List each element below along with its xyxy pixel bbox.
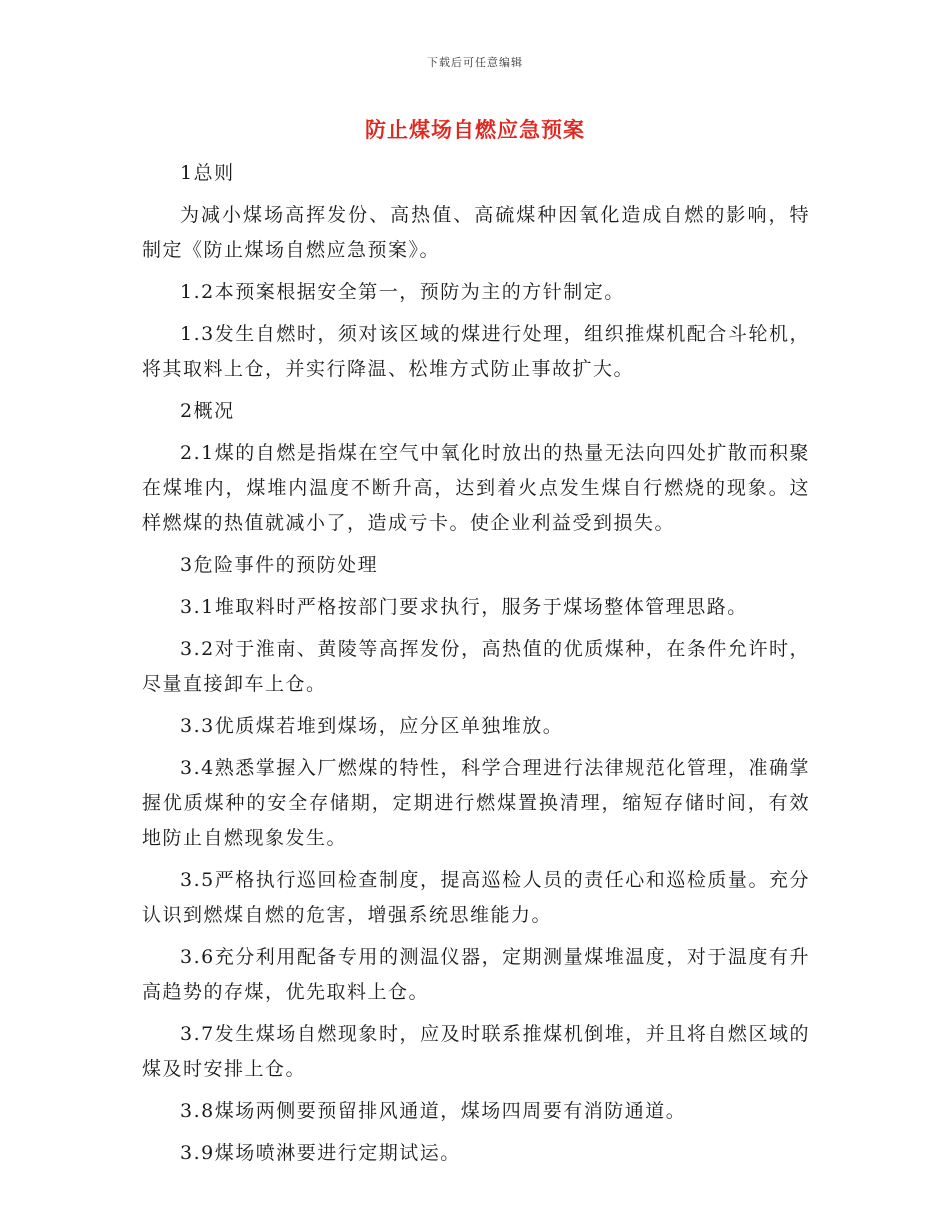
paragraph-3-3: 3.3优质煤若堆到煤场，应分区单独堆放。 bbox=[180, 715, 564, 737]
paragraph-1-3: 1.3发生自燃时，须对该区域的煤进行处理，组织推煤机配合斗轮机，将其取料上仓，并实行降温、松堆方式防止事故扩大。 bbox=[142, 323, 810, 380]
document-title: 防止煤场自燃应急预案 bbox=[365, 118, 585, 142]
paragraph-3-8: 3.8煤场两侧要预留排风通道，煤场四周要有消防通道。 bbox=[180, 1100, 687, 1122]
section-heading-general: 1总则 bbox=[180, 162, 235, 184]
paragraph-purpose: 为减小煤场高挥发份、高热值、高硫煤种因氧化造成自燃的影响，特制定《防止煤场自燃应急预案》。 bbox=[142, 204, 810, 261]
paragraph-3-5: 3.5严格执行巡回检查制度，提高巡检人员的责任心和巡检质量。充分认识到燃煤自燃的危害，增强系统思维能力。 bbox=[142, 869, 810, 926]
paragraph-3-4: 3.4熟悉掌握入厂燃煤的特性，科学合理进行法律规范化管理，准确掌握优质煤种的安全存储期，定期进行燃煤置换清理，缩短存储时间，有效地防止自燃现象发生。 bbox=[142, 757, 810, 849]
section-heading-prevention: 3危险事件的预防处理 bbox=[180, 554, 379, 576]
paragraph-2-1: 2.1煤的自燃是指煤在空气中氧化时放出的热量无法向四处扩散而积聚在煤堆内，煤堆内温度不断升高，达到着火点发生煤自行燃烧的现象。这样燃煤的热值就减小了，造成亏卡。使企业利益受到损失。 bbox=[142, 442, 810, 534]
paragraph-3-1: 3.1堆取料时严格按部门要求执行，服务于煤场整体管理思路。 bbox=[180, 596, 748, 618]
paragraph-3-7: 3.7发生煤场自燃现象时，应及时联系推煤机倒堆，并且将自燃区域的煤及时安排上仓。 bbox=[142, 1023, 810, 1080]
document-body bbox=[142, 156, 810, 1178]
paragraph-3-9: 3.9煤场喷淋要进行定期试运。 bbox=[180, 1142, 461, 1164]
header-note: 下载后可任意编辑 bbox=[427, 56, 523, 69]
paragraph-1-2: 1.2本预案根据安全第一，预防为主的方针制定。 bbox=[180, 281, 625, 303]
paragraph-3-6: 3.6充分利用配备专用的测温仪器，定期测量煤堆温度，对于温度有升高趋势的存煤，优先取料上仓。 bbox=[142, 946, 810, 1003]
paragraph-3-2: 3.2对于淮南、黄陵等高挥发份，高热值的优质煤种，在条件允许时，尽量直接卸车上仓。 bbox=[142, 638, 810, 695]
section-heading-overview: 2概况 bbox=[180, 400, 235, 422]
